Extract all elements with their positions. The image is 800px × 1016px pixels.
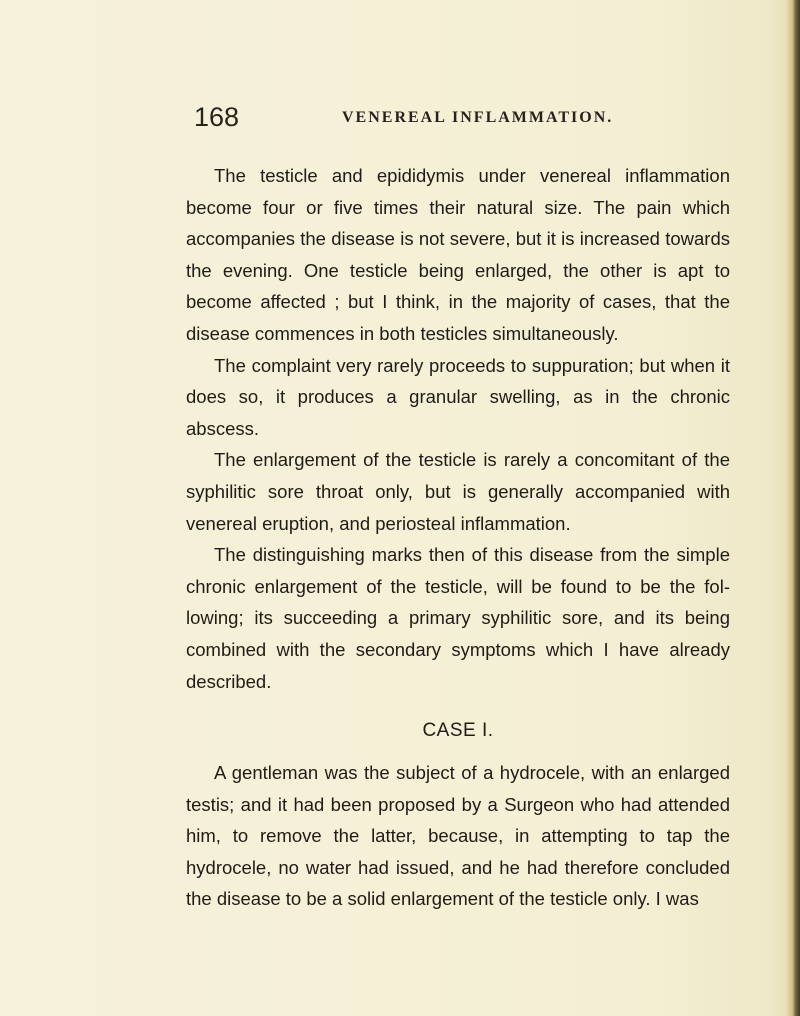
- paragraph-1: The testicle and epididymis under venereal inflammation become four or five times their natural size. The pain which accompanies the disease is not severe, but it is increased towards the evening. One testicle being enlarged, the other is apt to become affected ; but I think, in the majority of cases, that the disease commences in both testicles simultaneously.: [186, 165, 730, 344]
- page-header: [194, 96, 754, 136]
- paragraph-2: The complaint very rarely proceeds to suppuration; but when it does so, it produces a granular swelling, as in the chronic abscess.: [186, 354, 730, 439]
- paragraph-4: The distinguishing marks then of this disease from the simple chronic enlargement of the testicle, will be found to be the fol- lowing; its succeeding a primary syphilitic sore, and its being combined with the secondary symptoms which I have already described.: [186, 544, 730, 692]
- page-edge-shadow: [786, 0, 800, 1016]
- body-text: [186, 160, 730, 915]
- running-head: VENEREAL INFLAMMATION.: [342, 109, 614, 126]
- case-heading: CASE I.: [422, 720, 494, 742]
- page-number: 168: [194, 102, 240, 132]
- paragraph-3: The enlargement of the testicle is rarely a concomitant of the syphilitic sore throat only, but is generally accompanied with venereal eruption, and periosteal inflammation.: [186, 449, 730, 534]
- case-paragraph: A gentleman was the subject of a hydrocele, with an enlarged testis; and it had been proposed by a Surgeon who had attended him, to remove the latter, because, in attempting to tap the hydrocele, no water had issued, and he had therefore concluded the disease to be a solid enlargement of the testicle only. I was: [186, 762, 730, 910]
